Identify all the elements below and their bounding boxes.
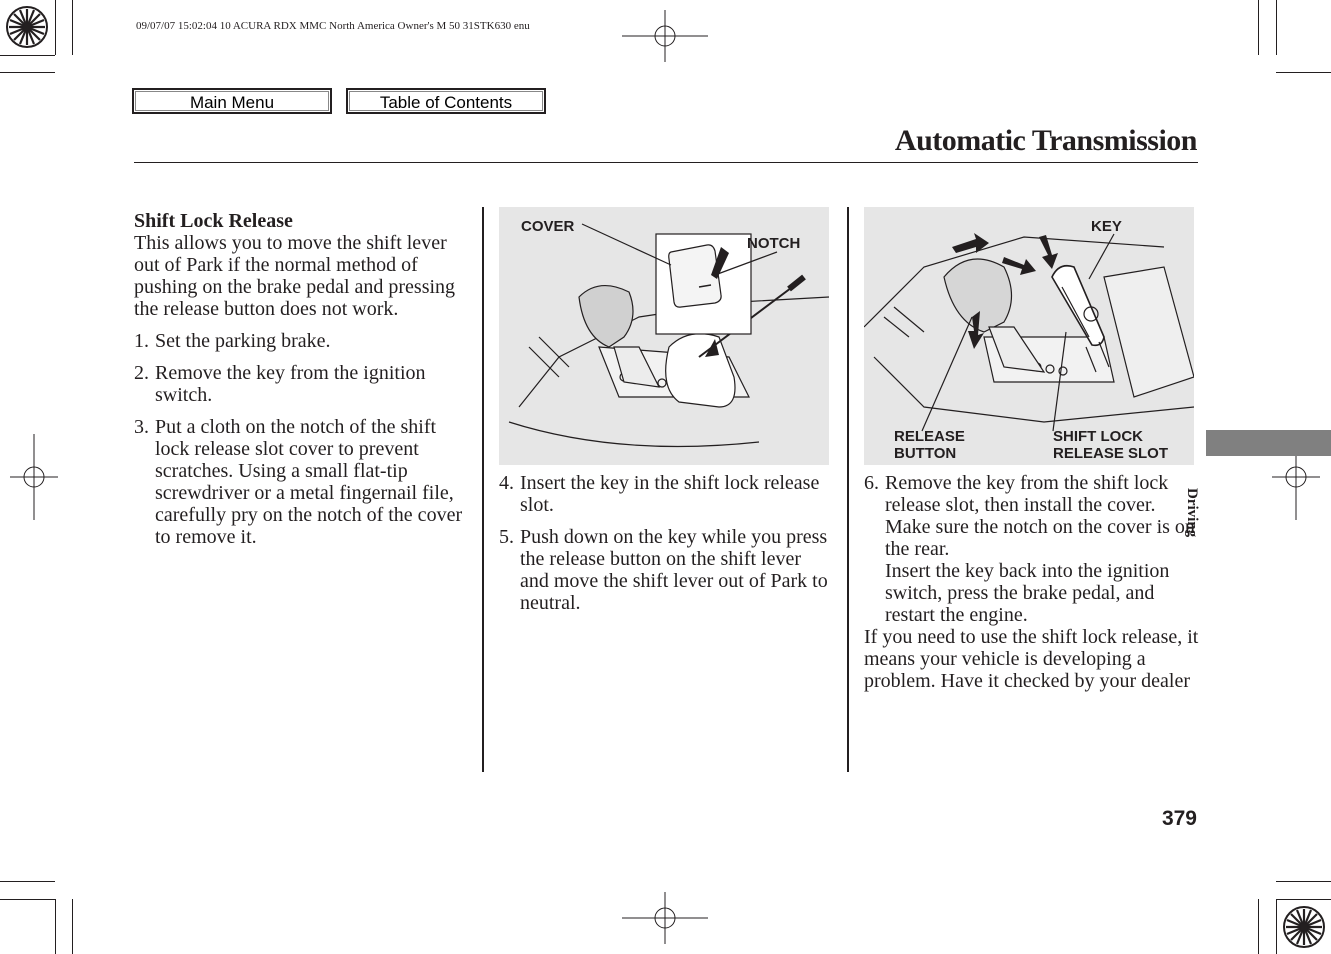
column-2 xyxy=(499,462,831,614)
key-insertion-illustration xyxy=(864,207,1194,465)
step-text: Remove the key from the ignition switch. xyxy=(155,362,426,406)
step-text-continued: Insert the key back into the ignition switch, press the brake pedal, and restart the engine. xyxy=(885,560,1170,626)
print-info: 09/07/07 15:02:04 10 ACURA RDX MMC North America Owner's M 50 31STK630 enu xyxy=(136,20,530,32)
step-number: 3. xyxy=(134,416,149,438)
step-6 xyxy=(864,472,1200,626)
shift-lock-slot-label-line1: SHIFT LOCK xyxy=(1053,428,1143,445)
notch-label: NOTCH xyxy=(747,235,801,252)
step-text: Push down on the key while you press the release button on the shift lever and move the shift lever out of Park to neutral. xyxy=(520,526,828,614)
key-label: KEY xyxy=(1091,218,1122,235)
section-tab xyxy=(1206,430,1331,456)
step-number: 1. xyxy=(134,330,149,352)
step-text: Remove the key from the shift lock release slot, then install the cover. Make sure the notch on the cover is on the rear. xyxy=(885,472,1195,560)
title-rule xyxy=(134,162,1198,163)
shift-lock-slot-label-line2: RELEASE SLOT xyxy=(1053,445,1169,462)
step-5 xyxy=(499,526,831,614)
main-menu-button[interactable]: Main Menu xyxy=(132,88,332,114)
starburst-icon xyxy=(1284,907,1324,947)
step-3 xyxy=(134,416,470,548)
section-heading: Shift Lock Release xyxy=(134,210,293,232)
step-number: 4. xyxy=(499,472,514,494)
step-text: Put a cloth on the notch of the shift lock release slot cover to prevent scratches. Using a small flat-tip screwdriver or a metal fingernail file, carefully pry on the notch of the cover to remove it. xyxy=(155,416,463,548)
intro-text: This allows you to move the shift lever out of Park if the normal method of pushing on the brake pedal and pressing the release button does not work. xyxy=(134,232,456,320)
step-1 xyxy=(134,330,470,352)
release-button-label-line2: BUTTON xyxy=(894,445,957,462)
column-1 xyxy=(134,210,470,548)
cover-label: COVER xyxy=(521,218,575,235)
step-text: Set the parking brake. xyxy=(155,330,331,352)
step-number: 2. xyxy=(134,362,149,384)
step-text: Insert the key in the shift lock release slot. xyxy=(520,472,820,516)
step-4 xyxy=(499,472,831,516)
step-2 xyxy=(134,362,470,406)
release-button-label-line1: RELEASE xyxy=(894,428,965,445)
cover-removal-illustration xyxy=(499,207,829,465)
page-number: 379 xyxy=(1161,807,1197,830)
starburst-icon xyxy=(7,7,47,47)
column-3 xyxy=(864,462,1200,692)
dealer-note: If you need to use the shift lock release, it means your vehicle is developing a problem. Have it checked by your dealer xyxy=(864,626,1199,692)
step-number: 6. xyxy=(864,472,879,494)
step-number: 5. xyxy=(499,526,514,548)
table-of-contents-button[interactable]: Table of Contents xyxy=(346,88,546,114)
column-divider xyxy=(482,207,484,772)
column-divider xyxy=(847,207,849,772)
page-title: Automatic Transmission xyxy=(894,124,1197,157)
section-tab-label: Driving xyxy=(1184,488,1200,538)
